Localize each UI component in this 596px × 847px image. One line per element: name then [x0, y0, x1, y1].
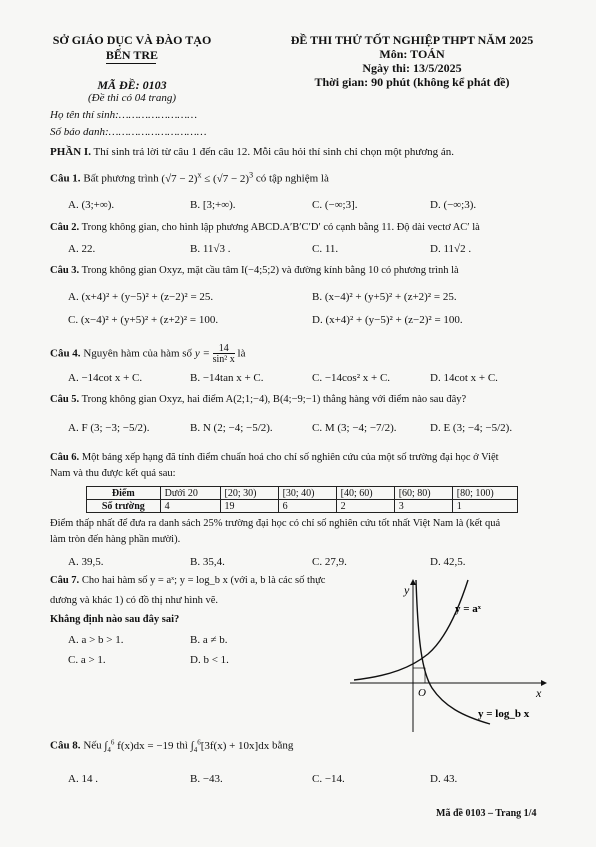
candidate-id-field: Số báo danh:………………………… [50, 126, 207, 138]
table-cell: 1 [452, 500, 517, 513]
q8-option-b[interactable]: B. −43. [190, 773, 223, 785]
q2-option-b[interactable]: B. 11√3 . [190, 243, 231, 255]
question-7-line2: dương và khác 1) có đồ thị như hình vẽ. [50, 595, 218, 606]
q5-option-c[interactable]: C. M (3; −4; −7/2). [312, 422, 397, 434]
question-label: Câu 1. [50, 172, 81, 185]
q4-option-a[interactable]: A. −14cot x + C. [68, 372, 143, 384]
q4-option-b[interactable]: B. −14tan x + C. [190, 372, 264, 384]
question-2 [50, 222, 480, 233]
q6-option-d[interactable]: D. 42,5. [430, 556, 466, 568]
question-text-after: là [237, 347, 246, 360]
question-label: Câu 2. [50, 222, 80, 233]
integral-1: $\int_4^6$ f(x)dx = −19 [104, 738, 174, 754]
exp-label: y = aˣ [455, 603, 481, 615]
y-axis-label: y [404, 583, 410, 597]
question-3 [50, 265, 459, 276]
table-header-cell: Điểm [87, 487, 161, 500]
question-6-line3: Điểm thấp nhất để đưa ra danh sách 25% trường đại học có chỉ số nghiên cứu tốt nhất Việt Nam là (kết quả [50, 518, 501, 529]
q1-option-c[interactable]: C. (−∞;3]. [312, 199, 358, 211]
question-text: Nguyên hàm của hàm số [83, 347, 193, 360]
q3-option-a[interactable]: A. (x+4)² + (y−5)² + (z−2)² = 25. [68, 291, 214, 303]
function-graph [350, 572, 550, 734]
q5-option-d[interactable]: D. E (3; −4; −5/2). [430, 422, 513, 434]
question-7 [50, 575, 325, 586]
integral-2: $\int_4^6[3f(x) + 10x]dx$ [190, 738, 270, 754]
exp-curve [354, 580, 468, 680]
question-text-after: có tập nghiệm là [255, 172, 329, 185]
q7-option-d[interactable]: D. b < 1. [190, 654, 229, 666]
question-text-mid: thì [176, 739, 188, 752]
question-6-line4: làm tròn đến hàng phần mười). [50, 534, 181, 545]
header-rule [106, 63, 156, 64]
table-cell: 3 [394, 500, 452, 513]
q6-option-b[interactable]: B. 35,4. [190, 556, 225, 568]
question-label: Câu 6. [50, 452, 80, 463]
table-cell: 2 [336, 500, 394, 513]
question-label: Câu 7. [50, 575, 80, 586]
exam-date: Ngày thi: 13/5/2025 [362, 61, 462, 75]
q8-option-a[interactable]: A. 14 . [68, 773, 98, 785]
question-label: Câu 4. [50, 347, 81, 360]
question-7-line3: Khẳng định nào sau đây sai? [50, 614, 180, 625]
q2-option-a[interactable]: A. 22. [68, 243, 96, 255]
question-label: Câu 3. [50, 265, 80, 276]
table-row [87, 500, 518, 513]
origin-label: O [418, 687, 426, 699]
score-table [86, 486, 518, 513]
q7-option-b[interactable]: B. a ≠ b. [190, 634, 228, 646]
q7-option-a[interactable]: A. a > b > 1. [68, 634, 124, 646]
question-8 [50, 738, 293, 754]
table-header-cell: Dưới 20 [160, 487, 220, 500]
q4-option-c[interactable]: C. −14cos² x + C. [312, 372, 391, 384]
q2-option-c[interactable]: C. 11. [312, 243, 339, 255]
part1-heading [50, 146, 454, 158]
exam-time: Thời gian: 90 phút (không kể phát đề) [314, 75, 510, 89]
table-cell: 4 [160, 500, 220, 513]
exam-code: MÃ ĐỀ: 0103 [97, 78, 167, 92]
table-header-cell: [20; 30) [220, 487, 278, 500]
question-text-after: bằng [271, 739, 294, 752]
q2-option-d[interactable]: D. 11√2 . [430, 243, 472, 255]
table-cell: 19 [220, 500, 278, 513]
q5-option-a[interactable]: A. F (3; −3; −5/2). [68, 422, 150, 434]
q8-option-d[interactable]: D. 43. [430, 773, 458, 785]
part1-title: PHẦN I. [50, 146, 91, 158]
question-6-line2: Nam và thu được kết quả sau: [50, 468, 176, 479]
question-text: Trong không gian Oxyz, mặt cầu tâm I(−4;5;2) và đường kính bằng 10 có phương trình là [81, 265, 459, 276]
q3-option-d[interactable]: D. (x+4)² + (y−5)² + (z−2)² = 100. [312, 314, 463, 326]
q7-option-c[interactable]: C. a > 1. [68, 654, 106, 666]
part1-instruction: Thí sinh trả lời từ câu 1 đến câu 12. Mỗi câu hỏi thí sinh chỉ chọn một phương án. [93, 146, 455, 158]
unit-box [413, 668, 425, 683]
dept-line2: BẾN TRE [105, 48, 159, 62]
table-cell: 6 [278, 500, 336, 513]
exam-subject: Môn: TOÁN [379, 47, 445, 61]
q3-option-b[interactable]: B. (x−4)² + (y+5)² + (z+2)² = 25. [312, 291, 457, 303]
table-header-cell: [30; 40) [278, 487, 336, 500]
q1-option-d[interactable]: D. (−∞;3). [430, 199, 477, 211]
q3-option-c[interactable]: C. (x−4)² + (y+5)² + (z+2)² = 100. [68, 314, 219, 326]
inequality-formula: $(√7 - 2)^x \le (√7 - 2)^3$ [161, 170, 254, 185]
question-text: Trong không gian, cho hình lập phương ABCD.A′B′C′D′ có cạnh bằng 11. Độ dài vectơ AC′ là [81, 222, 480, 233]
question-text: Nếu [83, 739, 102, 752]
question-text: Bất phương trình [83, 172, 159, 185]
dept-line1: SỞ GIÁO DỤC VÀ ĐÀO TẠO [52, 33, 212, 47]
question-5 [50, 394, 466, 405]
table-row-label: Số trường [87, 500, 161, 513]
q6-option-c[interactable]: C. 27,9. [312, 556, 347, 568]
table-header-cell: [80; 100) [452, 487, 517, 500]
log-curve [416, 580, 490, 724]
question-text: Trong không gian Oxyz, hai điểm A(2;1;−4), B(4;−9;−1) thẳng hàng với điểm nào sau đây? [81, 394, 467, 405]
question-4: Câu 4. Nguyên hàm của hàm số y = 14 sin² x là [50, 343, 246, 365]
question-label: Câu 8. [50, 739, 81, 752]
q8-option-c[interactable]: C. −14. [312, 773, 345, 785]
fraction-14-sin2x: 14 sin² x [212, 343, 235, 365]
table-header-row [87, 487, 518, 500]
q5-option-b[interactable]: B. N (2; −4; −5/2). [190, 422, 273, 434]
log-label: y = log_b x [478, 708, 530, 720]
q1-option-a[interactable]: A. (3;+∞). [68, 199, 115, 211]
question-1 [50, 170, 329, 185]
q6-option-a[interactable]: A. 39,5. [68, 556, 104, 568]
candidate-name-field: Họ tên thí sinh:…………………… [50, 109, 197, 121]
exam-title: ĐỀ THI THỬ TỐT NGHIỆP THPT NĂM 2025 [290, 33, 534, 47]
question-text: Một bảng xếp hạng đã tính điểm chuẩn hoá cho chỉ số nghiên cứu của một số trường đại học ở Việt [81, 452, 499, 463]
q1-option-b[interactable]: B. [3;+∞). [190, 199, 236, 211]
question-text: Cho hai hàm số y = aˣ; y = log_b x (với a, b là các số thực [81, 575, 326, 586]
table-header-cell: [60; 80) [394, 487, 452, 500]
page-footer: Mã đề 0103 – Trang 1/4 [436, 808, 537, 819]
x-axis-label: x [536, 686, 542, 700]
question-6 [50, 452, 499, 463]
q4-option-d[interactable]: D. 14cot x + C. [430, 372, 498, 384]
table-header-cell: [40; 60) [336, 487, 394, 500]
pages-note: (Đề thi có 04 trang) [88, 92, 176, 104]
question-label: Câu 5. [50, 394, 80, 405]
